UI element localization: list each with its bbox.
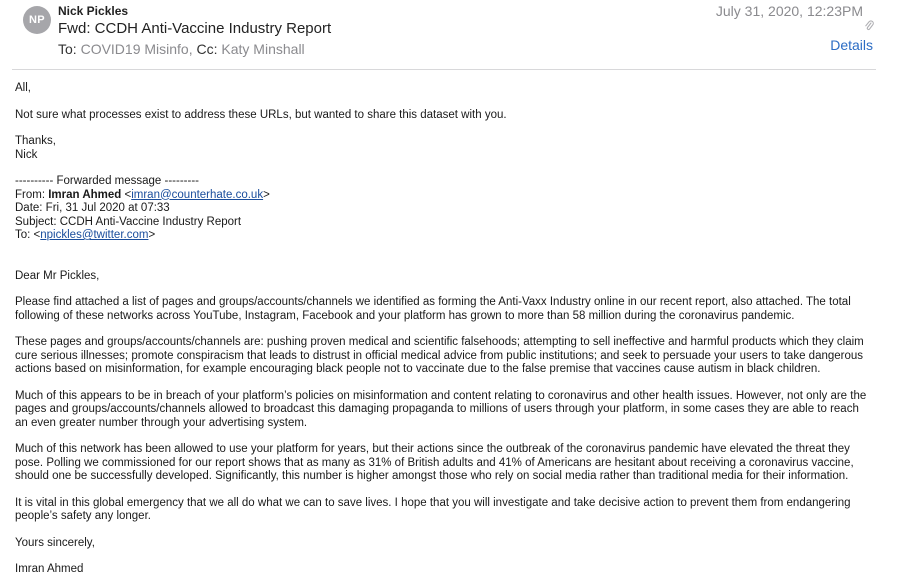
paragraph-2 <box>15 336 883 377</box>
paragraph-line: Much of this network has been allowed to use your platform for years, but their actions since the outbreak of the coronavirus pandemic have elevated the threat they <box>15 443 850 455</box>
to-prefix: To: < <box>15 229 41 241</box>
header-divider <box>12 69 876 70</box>
paragraph-line: should one be successfully developed. Significantly, this number is higher amongst those who rely on social media rather than traditional media for their information. <box>15 470 849 482</box>
intro-text: Not sure what processes exist to address these URLs, but wanted to share this dataset with you. <box>15 108 507 121</box>
signature: Imran Ahmed <box>15 563 84 575</box>
message-body <box>15 82 883 577</box>
closing: Yours sincerely, <box>15 536 95 549</box>
to-recipient[interactable]: COVID19 Misinfo, <box>80 41 193 57</box>
greeting: All, <box>15 82 31 94</box>
from-open: < <box>124 188 132 201</box>
from-label: From: <box>15 188 46 201</box>
message-subject: Fwd: CCDH Anti-Vaccine Industry Report <box>58 20 332 37</box>
paragraph-line: pages and groups/accounts/channels allowed to broadcast this damaging propaganda to millions of users through your platform, in some cases they are able to reach <box>15 403 859 415</box>
signoff-name: Nick <box>15 148 38 161</box>
sender-name[interactable]: Nick Pickles <box>58 4 129 18</box>
salutation: Dear Mr Pickles, <box>15 269 100 282</box>
forwarded-to <box>15 229 883 243</box>
paragraph-3 <box>15 390 883 431</box>
paragraph-line: actions based on misinformation, for example encouraging black people not to vaccinate due to the false premise that vaccines cause autism in black children. <box>15 363 821 375</box>
paragraph-line: cure serious illnesses; promote conspiracism that leads to distrust in official medical advice from public institutions; and seek to persuade your users to take dangerous <box>15 349 864 362</box>
paragraph-line: Much of this appears to be in breach of your platform’s policies on misinformation and content relating to coronavirus and other health issues. However, not only are the <box>15 389 867 402</box>
paragraph-line: people’s safety any longer. <box>15 510 151 522</box>
forwarded-date: Date: Fri, 31 Jul 2020 at 07:33 <box>15 202 170 214</box>
cc-recipient[interactable]: Katy Minshall <box>221 41 305 57</box>
forwarded-subject: Subject: CCDH Anti-Vaccine Industry Report <box>15 215 242 228</box>
forwarded-separator: ---------- Forwarded message --------- <box>15 175 199 187</box>
paragraph-line: Please find attached a list of pages and groups/accounts/channels we identified as forming the Anti-Vaxx Industry online in our recent report, also attached. The total <box>15 296 851 308</box>
paragraph-line: an even greater number through your advertising system. <box>15 416 308 429</box>
paragraph-4 <box>15 443 883 484</box>
sender-avatar[interactable]: NP <box>23 6 51 34</box>
to-email-link[interactable]: npickles@twitter.com <box>40 229 149 241</box>
details-link[interactable]: Details <box>830 37 873 53</box>
paragraph-line: following of these networks across YouTube, Instagram, Facebook and your platform has grown to more than 58 million during the coronavirus pandemic. <box>15 309 795 322</box>
recipients-row <box>58 41 305 57</box>
attachment-paperclip-icon <box>864 20 874 35</box>
from-email-link[interactable]: imran@counterhate.co.uk <box>131 188 264 201</box>
message-header <box>0 0 900 70</box>
to-label: To: <box>58 41 77 57</box>
to-close: > <box>148 229 156 241</box>
message-date: July 31, 2020, 12:23PM <box>715 3 863 19</box>
from-name: Imran Ahmed <box>48 188 122 201</box>
paragraph-5 <box>15 497 883 524</box>
paragraph-line: These pages and groups/accounts/channels are: pushing proven medical and scientific falsehoods; attempting to sell ineffective and harmful products which they claim <box>15 336 864 348</box>
forwarded-block <box>15 175 883 243</box>
paragraph-1 <box>15 296 883 323</box>
cc-label: Cc: <box>196 41 218 57</box>
thanks-text: Thanks, <box>15 135 56 147</box>
from-close: > <box>263 188 270 201</box>
paragraph-line: pose. Polling we commissioned for our report shows that as many as 31% of British adults and 41% of Americans are hesitant about receiving a coronavirus vaccine, <box>15 456 854 469</box>
forwarded-from <box>15 189 883 203</box>
paragraph-line: It is vital in this global emergency that we all do what we can to save lives. I hope that you will investigate and take decisive action to prevent them from endangering <box>15 496 851 509</box>
